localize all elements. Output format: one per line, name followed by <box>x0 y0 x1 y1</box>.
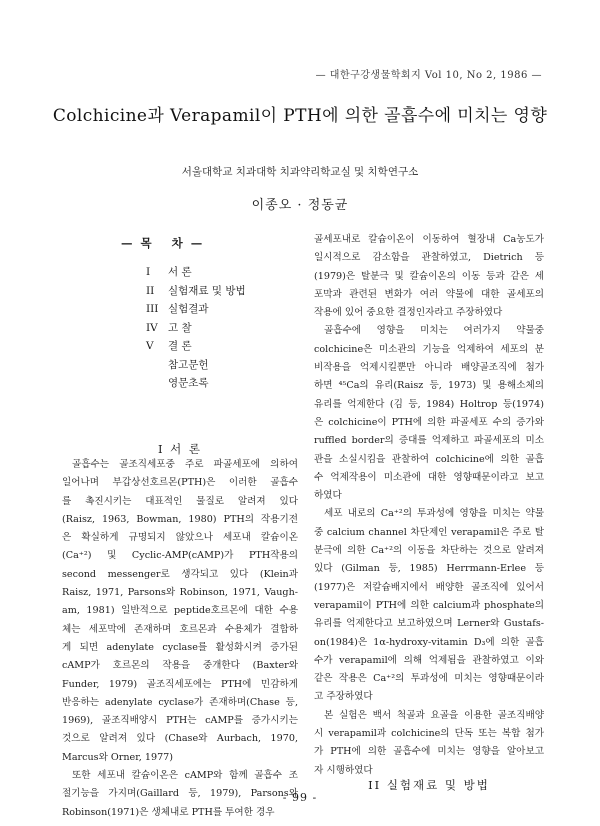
table-of-contents <box>121 235 306 393</box>
text-line: 절기능을 가지며(Gaillard 등, 1979), Parsons와 <box>62 788 298 800</box>
text-line: 하였다 <box>314 490 342 502</box>
toc-item-num: III <box>146 303 159 315</box>
text-line: second messenger로 생각되고 있다 (Klein과 <box>62 568 298 580</box>
toc-item <box>146 374 306 393</box>
text-line: 시 verapamil과 colchicine의 단독 또는 복합 첨가 <box>314 728 544 740</box>
toc-item <box>146 356 306 375</box>
text-line: 일시적으로 감소함을 관찰하였고, Dietrich 등 <box>314 252 544 264</box>
authors: 이종오 · 정동균 <box>251 198 349 213</box>
text-line: colchicine은 미소관의 기능을 억제하여 세포의 분 <box>314 343 544 355</box>
text-line: 또한 세포내 칼슘이온은 cAMP와 함께 골흡수 조 <box>72 770 298 782</box>
text-line: (1979)은 탈분극 및 칼슘이온의 이동 등과 같은 세 <box>314 270 544 282</box>
toc-item-num: II <box>146 284 155 297</box>
text-line: 반응하는 adenylate cyclase가 존재하며(Chase 등, <box>62 696 298 708</box>
text-line: 작용에 있어 중요한 결정인자라고 주장하였다 <box>314 307 503 319</box>
text-line: 같은 작용은 Ca⁺²의 투과성에 미치는 영향때문이라 <box>314 673 544 685</box>
text-line: 를 촉진시키는 대표적인 물질로 알려져 있다 <box>62 495 298 507</box>
toc-item <box>146 282 306 301</box>
text-line: verapamil이 PTH에 의한 calcium과 phosphate의 <box>314 599 544 611</box>
text-line: on(1984)은 1α-hydroxy-vitamin D₃에 의한 골흡 <box>314 636 544 648</box>
paper-title: Colchicine과 Verapamil이 PTH에 의한 골흡수에 미치는 영향 <box>52 106 548 126</box>
text-line: Marcus와 Orner, 1977) <box>62 751 174 763</box>
text-line: Raisz, 1971, Parsons와 Robinson, 1971, Vaugh- <box>62 587 298 599</box>
toc-item <box>146 300 306 319</box>
journal-header: — 대한구강생물학회지 Vol 10, No 2, 1986 — <box>315 70 542 81</box>
toc-item-label: 실험결과 <box>168 303 209 315</box>
toc-item-label: 참고문헌 <box>168 358 209 371</box>
text-line: 은 확실하게 규명되지 않았으나 세포내 칼슘이온 <box>62 532 298 544</box>
text-line: Robinson(1971)은 생체내로 PTH를 투여한 경우 <box>62 806 275 818</box>
text-line: 분극에 의한 Ca⁺²의 이동을 차단하는 것으로 알려져 <box>314 545 544 557</box>
text-line: 자 시행하였다 <box>314 764 373 776</box>
text-line: 본 실험은 백서 척골과 요골을 이용한 골조직배양 <box>324 709 544 721</box>
text-line: am, 1981) 일반적으로 peptide호르몬에 대한 수용 <box>62 605 298 617</box>
text-line: 것으로 알려져 있다 (Chase와 Aurbach, 1970, <box>62 733 298 745</box>
left-column-text <box>62 418 298 822</box>
toc-heading: —목 차— <box>121 236 211 250</box>
toc-item-num: V <box>146 340 154 352</box>
section-heading-introduction: I 서 론 <box>157 442 203 456</box>
text-line: 유리를 억제한다고 보고하였으며 Lerner와 Gustafs- <box>314 618 544 630</box>
right-column-text <box>314 231 544 780</box>
toc-item-num: I <box>146 266 151 278</box>
toc-item-label: 서 론 <box>168 266 192 278</box>
text-line: 세포 내로의 Ca⁺²의 투과성에 영향을 미치는 약물 <box>324 508 544 520</box>
text-line: 하면 ⁴⁵Ca의 유리(Raisz 등, 1973) 및 용해소체의 <box>314 380 544 392</box>
text-line: 비작용을 억제시킬뿐만 아니라 배양골조직에 첨가 <box>314 362 544 374</box>
text-line: 은 colchicine이 PTH에 의한 파골세포 수의 증가와 <box>314 416 544 428</box>
page-number: - 99 - <box>282 791 318 804</box>
text-line: 관을 소실시킴을 관찰하여 colchicine에 의한 골흡 <box>314 453 544 465</box>
text-line: 골세포내로 칼슘이온이 이동하여 혈장내 Ca농도가 <box>314 234 544 245</box>
section-heading-methods: II 실험재료 및 방법 <box>368 778 490 792</box>
toc-item-label: 결 론 <box>168 340 192 352</box>
toc-item <box>146 319 306 338</box>
text-line: 고 주장하였다 <box>314 691 373 703</box>
text-line: 있다 (Gilman 등, 1985) Herrmann-Erlee 등 <box>314 563 544 575</box>
text-line: 중 calcium channel 차단제인 verapamil은 주로 탈 <box>314 526 544 538</box>
text-line: 일어나며 부갑상선호르몬(PTH)은 이러한 골흡수 <box>62 477 298 489</box>
toc-item-num: IV <box>146 321 158 334</box>
text-line: 유리를 억제한다 (김 등, 1984) Holtrop 등(1974) <box>314 398 544 410</box>
affiliation: 서울대학교 치과대학 치과약리학교실 및 치학연구소 <box>181 166 419 178</box>
text-line: 가 PTH에 의한 골흡수에 미치는 영향을 알아보고 <box>314 746 544 758</box>
text-line: 수 억제작용이 미소관에 대한 영향때문이라고 보고 <box>314 471 544 483</box>
text-line: 골흡수에 영향을 미치는 여러가지 약물중 <box>324 325 544 337</box>
toc-item-label: 실험재료 및 방법 <box>168 284 246 297</box>
text-line: 골흡수는 골조직세포중 주로 파골세포에 의하여 <box>72 459 298 470</box>
toc-item <box>146 337 306 356</box>
text-line: Funder, 1979) 골조직세포에는 PTH에 민감하게 <box>62 678 298 690</box>
text-line: cAMP가 호르몬의 작용을 중개한다 (Baxter와 <box>62 660 298 672</box>
toc-item <box>146 263 306 282</box>
text-line: ruffled border의 증대를 억제하고 파골세포의 미소 <box>314 435 544 447</box>
text-line: 체는 세포막에 존재하며 호르몬과 수용체가 결합하 <box>62 623 298 635</box>
toc-item-label: 고 찰 <box>168 321 192 334</box>
text-line: (Ca⁺²) 및 Cyclic-AMP(cAMP)가 PTH작용의 <box>62 550 298 562</box>
toc-item-label: 영문초록 <box>168 377 209 389</box>
text-line: (1977)은 저칼슘배지에서 배양한 골조직에 있어서 <box>314 581 544 593</box>
text-line: 수가 verapamil에 의해 억제됨을 관찰하였고 이와 <box>314 654 544 666</box>
text-line: 게 되면 adenylate cyclase를 활성화시켜 증가된 <box>62 641 298 653</box>
text-line: 1969), 골조직배양시 PTH는 cAMP를 증가시키는 <box>62 715 298 727</box>
text-line: 포막과 관련된 변화가 여러 약물에 대한 골세포의 <box>314 288 544 300</box>
text-line: (Raisz, 1963, Bowman, 1980) PTH의 작용기전 <box>62 513 298 525</box>
